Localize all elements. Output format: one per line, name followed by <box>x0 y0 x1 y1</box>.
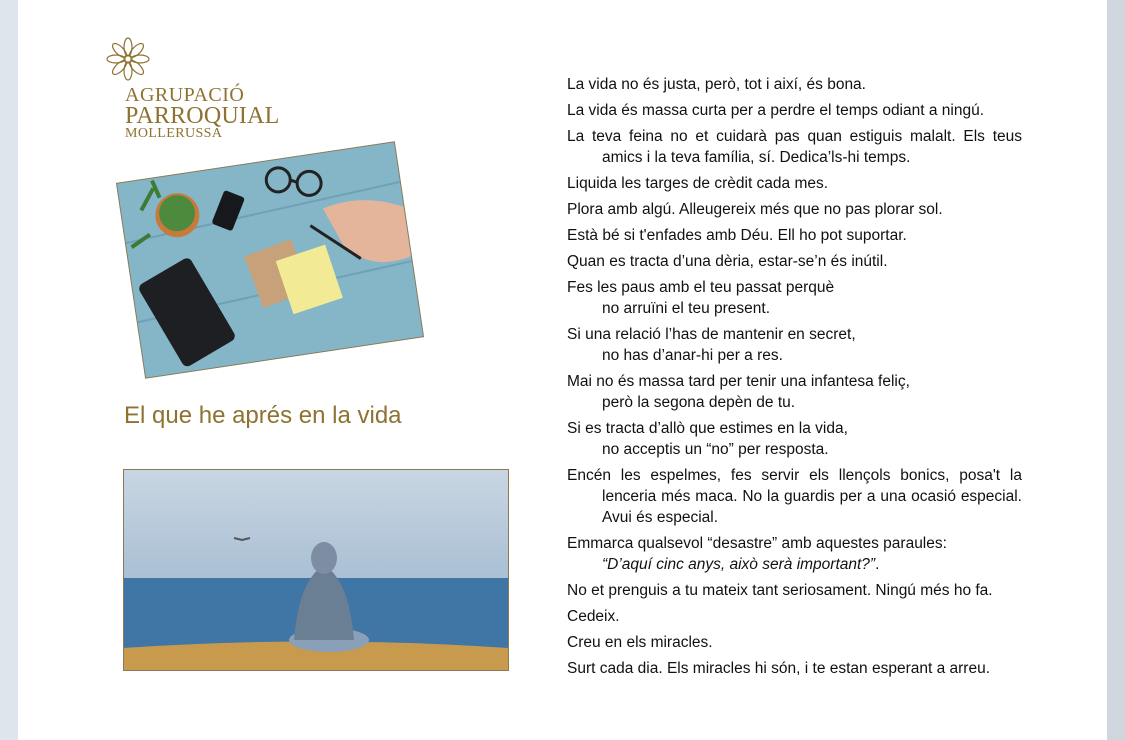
lesson-continuation: no acceptis un “no” per resposta. <box>602 441 829 458</box>
lesson-text: Cedeix. <box>567 608 620 625</box>
lesson-text: La vida és massa curta per a perdre el temps odiant a ningú. <box>567 102 985 119</box>
lesson-continuation: no arruïni el teu present. <box>602 300 771 317</box>
lesson-item <box>567 465 1022 528</box>
lesson-text: Creu en els miracles. <box>567 634 713 651</box>
lesson-text: Mai no és massa tard per tenir una infantesa feliç, <box>567 373 910 390</box>
lesson-text: Fes les paus amb el teu passat perquè <box>567 279 835 296</box>
lesson-text: Quan es tracta d’una dèria, estar-se’n és inútil. <box>567 253 888 270</box>
lesson-item <box>567 658 1022 679</box>
desk-photo <box>117 142 423 377</box>
lesson-item <box>567 225 1022 246</box>
lesson-item <box>567 606 1022 627</box>
lesson-text: Surt cada dia. Els miracles hi són, i te estan esperant a arreu. <box>567 660 991 677</box>
lesson-item <box>567 632 1022 653</box>
lesson-item <box>567 199 1022 220</box>
lesson-item <box>567 418 1022 460</box>
lesson-text: La vida no és justa, però, tot i així, és bona. <box>567 76 866 93</box>
lesson-continuation: no has d’anar-hi per a res. <box>602 347 783 364</box>
lesson-item <box>567 74 1022 95</box>
lesson-item <box>567 173 1022 194</box>
lesson-item <box>567 251 1022 272</box>
lesson-text: Liquida les targes de crèdit cada mes. <box>567 175 829 192</box>
lesson-text: No et prenguis a tu mateix tant seriosament. Ningú més ho fa. <box>567 582 993 599</box>
lesson-text: Està bé si t'enfades amb Déu. Ell ho pot suportar. <box>567 227 907 244</box>
lesson-text: Encén les espelmes, fes servir els llençols bonics, posa't la lenceria més maca. No la guardis per a una ocasió especial. Avui és especial. <box>567 467 1022 526</box>
page-title: El que he aprés en la vida <box>124 402 402 429</box>
lesson-continuation: però la segona depèn de tu. <box>602 394 796 411</box>
lesson-item <box>567 126 1022 168</box>
logo-line-3: MOLLERUSSA <box>125 126 223 141</box>
flower-ornament-icon <box>103 34 153 84</box>
logo-line-1: AGRUPACIÓ <box>125 84 245 106</box>
lesson-item <box>567 371 1022 413</box>
lesson-quote: “D’aquí cinc anys, això serà important?” <box>602 556 876 573</box>
lessons-list <box>567 74 1022 684</box>
lesson-item <box>567 100 1022 121</box>
parish-logo <box>103 34 283 149</box>
lesson-item <box>567 324 1022 366</box>
lesson-item <box>567 277 1022 319</box>
lesson-item <box>567 533 1022 575</box>
page-edge <box>1107 0 1125 740</box>
lesson-punctuation: . <box>875 556 880 573</box>
logo-line-2: PARROQUIAL <box>125 103 280 129</box>
lesson-text: Si es tracta d’allò que estimes en la vida, <box>567 420 848 437</box>
sea-photo <box>124 470 508 670</box>
lesson-text: Plora amb algú. Alleugereix més que no pas plorar sol. <box>567 201 943 218</box>
lesson-text: La teva feina no et cuidarà pas quan estiguis malalt. Els teus amics i la teva família, sí. Dedica’ls-hi temps. <box>567 128 1022 166</box>
lesson-item <box>567 580 1022 601</box>
lesson-text: Emmarca qualsevol “desastre” amb aquestes paraules: <box>567 535 947 552</box>
lesson-text: Si una relació l’has de mantenir en secret, <box>567 326 856 343</box>
